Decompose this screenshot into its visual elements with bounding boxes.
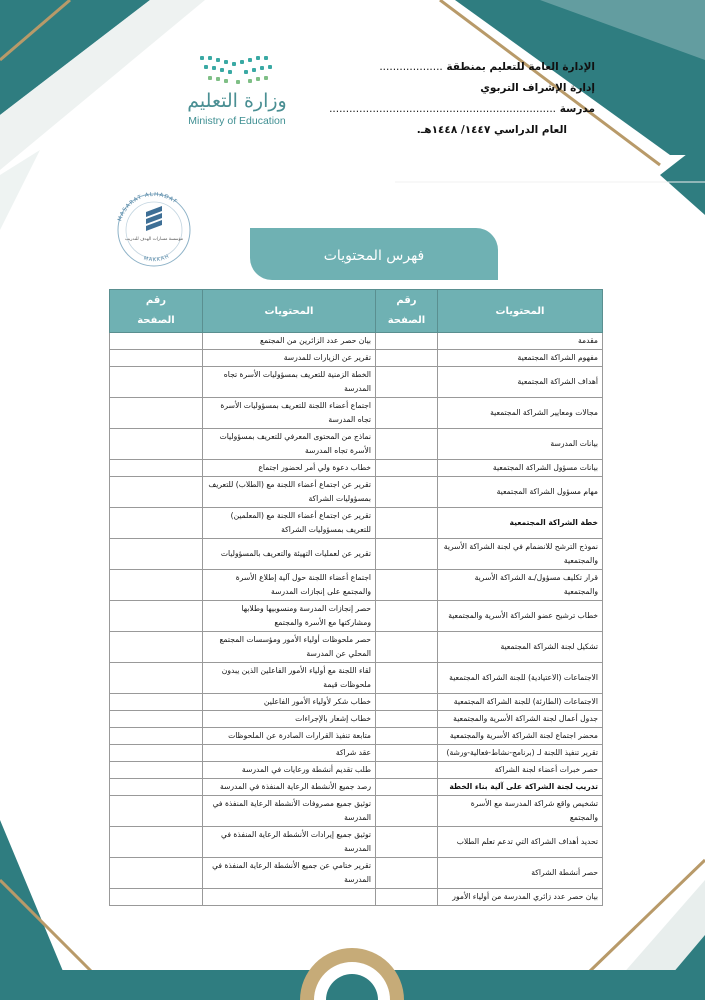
contents-item-right: الاجتماعات (الاعتيادية) للجنة الشراكة المجتمعية — [438, 663, 603, 694]
contents-item-left: عقد شراكة — [203, 745, 376, 762]
page-number-left — [110, 827, 203, 858]
page-number-left — [110, 779, 203, 796]
page-number-left — [110, 333, 203, 350]
table-row — [110, 460, 603, 477]
stamp-bottom-text: MAKKAH — [142, 253, 171, 264]
academic-year: العام الدراسي ١٤٤٧/ ١٤٤٨هـ. — [416, 124, 567, 136]
page-number-right — [376, 350, 438, 367]
table-row — [110, 711, 603, 728]
contents-item-left: تقرير ختامي عن جميع الأنشطة الرعاية المنفذة في المدرسة — [203, 858, 376, 889]
page-number-right — [376, 728, 438, 745]
table-row — [110, 694, 603, 711]
header-page-left — [110, 290, 203, 333]
table-row — [110, 779, 603, 796]
contents-item-left: توثيق جميع مصروفات الأنشطة الرعاية المنفذة في المدرسة — [203, 796, 376, 827]
page-number-left — [110, 398, 203, 429]
contents-item-right: مقدمة — [438, 333, 603, 350]
contents-item-left: بيان حصر عدد الزائرين من المجتمع — [203, 333, 376, 350]
masarat-stamp — [106, 190, 202, 268]
table-row — [110, 728, 603, 745]
page-number-right — [376, 477, 438, 508]
contents-item-right: جدول أعمال لجنة الشراكة الأسرية والمجتمعية — [438, 711, 603, 728]
page-number-left — [110, 745, 203, 762]
contents-item-right: تدريب لجنة الشراكة على آلية بناء الخطة — [438, 779, 603, 796]
stamp-top-text: MASARAT ALHADAF — [117, 191, 179, 223]
ministry-logo-icon — [188, 52, 288, 92]
contents-item-left — [203, 889, 376, 906]
page-number-left — [110, 508, 203, 539]
contents-item-right: مفهوم الشراكة المجتمعية — [438, 350, 603, 367]
contents-item-right: حصر خبرات أعضاء لجنة الشراكة — [438, 762, 603, 779]
header-page-word1: رقم — [396, 295, 417, 306]
table-row — [110, 663, 603, 694]
contents-item-right: حصر أنشطة الشراكة — [438, 858, 603, 889]
page-number-left — [110, 632, 203, 663]
contents-item-right: تحديد أهداف الشراكة التي تدعم تعلم الطلاب — [438, 827, 603, 858]
table-row — [110, 429, 603, 460]
contents-table — [109, 289, 603, 906]
contents-item-left: خطاب دعوة ولي أمر لحضور اجتماع — [203, 460, 376, 477]
page-number-right — [376, 601, 438, 632]
table-row — [110, 762, 603, 779]
table-row — [110, 570, 603, 601]
table-row — [110, 601, 603, 632]
contents-item-left: توثيق جميع إيرادات الأنشطة الرعاية المنفذة في المدرسة — [203, 827, 376, 858]
directorate-blank: ................... — [379, 61, 443, 73]
page-number-left — [110, 539, 203, 570]
ministry-logo — [178, 52, 296, 132]
contents-item-right: قرار تكليف مسؤول/ـة الشراكة الأسرية والمجتمعية — [438, 570, 603, 601]
contents-item-left: لقاء اللجنة مع أولياء الأمور الفاعلين الذين يبدون ملحوظات قيمة — [203, 663, 376, 694]
page-number-right — [376, 779, 438, 796]
contents-item-left: متابعة تنفيذ القرارات الصادرة عن الملحوظات — [203, 728, 376, 745]
contents-item-right: أهداف الشراكة المجتمعية — [438, 367, 603, 398]
table-row — [110, 477, 603, 508]
contents-item-left: تقرير عن الزيارات للمدرسة — [203, 350, 376, 367]
table-row — [110, 827, 603, 858]
page-number-left — [110, 796, 203, 827]
page-number-right — [376, 539, 438, 570]
page-title: فهرس المحتويات — [250, 228, 498, 280]
page-number-right — [376, 827, 438, 858]
ministry-name-en: Ministry of Education — [188, 115, 286, 127]
page-number-left — [110, 728, 203, 745]
table-row — [110, 539, 603, 570]
page-number-left — [110, 858, 203, 889]
page-number-right — [376, 889, 438, 906]
page-number-right — [376, 711, 438, 728]
table-row — [110, 858, 603, 889]
header-page-word2: الصفحة — [137, 315, 175, 326]
page-number-right — [376, 429, 438, 460]
school-blank: .................................................................... — [329, 103, 557, 115]
table-row — [110, 889, 603, 906]
page-number-right — [376, 333, 438, 350]
page-number-right — [376, 632, 438, 663]
page-number-left — [110, 601, 203, 632]
ministry-name-ar: وزارة التعليم — [187, 90, 287, 112]
contents-item-right: تقرير تنفيذ اللجنة لـ (برنامج-نشاط-فعالية-ورشة) — [438, 745, 603, 762]
table-row — [110, 350, 603, 367]
page-number-right — [376, 858, 438, 889]
page-number-right — [376, 745, 438, 762]
directorate-label: الإدارة العامة للتعليم بمنطقة — [446, 61, 595, 73]
table-row — [110, 333, 603, 350]
contents-item-left: حصر ملحوظات أولياء الأمور ومؤسسات المجتمع المحلي عن المدرسة — [203, 632, 376, 663]
contents-item-left: تقرير عن لعمليات التهيئة والتعريف بالمسؤوليات — [203, 539, 376, 570]
page-number-left — [110, 663, 203, 694]
contents-item-right: خطاب ترشيح عضو الشراكة الأسرية والمجتمعية — [438, 601, 603, 632]
stamp-middle-text: مؤسسة مسارات الهدف للتدريب — [124, 237, 184, 242]
page-number-right — [376, 762, 438, 779]
page-number-left — [110, 429, 203, 460]
page-number-left — [110, 762, 203, 779]
school-label: مدرسة — [559, 103, 595, 115]
page-number-left — [110, 711, 203, 728]
stamp-emblem-icon — [146, 206, 162, 231]
table-row — [110, 367, 603, 398]
page-number-right — [376, 460, 438, 477]
contents-item-left: نماذج من المحتوى المعرفي للتعريف بمسؤوليات الأسرة تجاه المدرسة — [203, 429, 376, 460]
page-number-left — [110, 570, 203, 601]
header-page-word1: رقم — [145, 295, 167, 306]
page-number-left — [110, 477, 203, 508]
header-page-word2: الصفحة — [387, 315, 426, 326]
header-contents-right: المحتويات — [438, 290, 603, 333]
table-row — [110, 632, 603, 663]
contents-item-right: الاجتماعات (الطارئة) للجنة الشراكة المجتمعية — [438, 694, 603, 711]
contents-item-right: تشكيل لجنة الشراكة المجتمعية — [438, 632, 603, 663]
contents-item-right: بيانات المدرسة — [438, 429, 603, 460]
school-info — [329, 57, 595, 141]
contents-item-right: خطة الشراكة المجتمعية — [438, 508, 603, 539]
contents-item-left: تقرير عن اجتماع أعضاء اللجنة مع (الطلاب) للتعريف بمسؤوليات الشراكة — [203, 477, 376, 508]
contents-item-left: رصد جميع الأنشطة الرعاية المنفذة في المدرسة — [203, 779, 376, 796]
contents-item-right: بيانات مسؤول الشراكة المجتمعية — [438, 460, 603, 477]
contents-item-left: حصر إنجازات المدرسة ومنسوبيها وطلابها ومشاركتها مع الأسرة والمجتمع — [203, 601, 376, 632]
page-number-left — [110, 694, 203, 711]
header-contents-left: المحتويات — [203, 290, 376, 333]
contents-item-left: تقرير عن اجتماع أعضاء اللجنة مع (المعلمين) للتعريف بمسؤوليات الشراكة — [203, 508, 376, 539]
page-number-right — [376, 796, 438, 827]
contents-item-right: نموذج الترشح للانضمام في لجنة الشراكة الأسرية والمجتمعية — [438, 539, 603, 570]
page-number-left — [110, 889, 203, 906]
school-line — [329, 99, 595, 120]
supervision-line: إدارة الإشراف التربوي — [480, 82, 595, 94]
page-number-right — [376, 508, 438, 539]
contents-item-right: مجالات ومعايير الشراكة المجتمعية — [438, 398, 603, 429]
directorate-line — [335, 57, 595, 78]
page-number-right — [376, 663, 438, 694]
page-number-right — [376, 398, 438, 429]
contents-item-right: مهام مسؤول الشراكة المجتمعية — [438, 477, 603, 508]
table-row — [110, 796, 603, 827]
page-number-left — [110, 350, 203, 367]
contents-item-left: اجتماع أعضاء اللجنة للتعريف بمسؤوليات الأسرة تجاه المدرسة — [203, 398, 376, 429]
table-row — [110, 745, 603, 762]
table-header-row — [110, 290, 603, 333]
contents-item-left: طلب تقديم أنشطة ورعايات في المدرسة — [203, 762, 376, 779]
contents-item-left: خطاب إشعار بالإجراءات — [203, 711, 376, 728]
contents-item-right: بيان حصر عدد زائري المدرسة من أولياء الأمور — [438, 889, 603, 906]
contents-item-right: تشخيص واقع شراكة المدرسة مع الأسرة والمجتمع — [438, 796, 603, 827]
contents-item-left: اجتماع أعضاء اللجنة حول آلية إطلاع الأسرة والمجتمع على إنجازات المدرسة — [203, 570, 376, 601]
table-row — [110, 508, 603, 539]
page-number-left — [110, 460, 203, 477]
page-number-right — [376, 367, 438, 398]
contents-item-right: محضر اجتماع لجنة الشراكة الأسرية والمجتمعية — [438, 728, 603, 745]
contents-item-left: الخطة الزمنية للتعريف بمسؤوليات الأسرة تجاه المدرسة — [203, 367, 376, 398]
page-number-right — [376, 694, 438, 711]
table-row — [110, 398, 603, 429]
page-number-left — [110, 367, 203, 398]
page-number-right — [376, 570, 438, 601]
contents-item-left: خطاب شكر لأولياء الأمور الفاعلين — [203, 694, 376, 711]
header-page-right — [376, 290, 438, 333]
